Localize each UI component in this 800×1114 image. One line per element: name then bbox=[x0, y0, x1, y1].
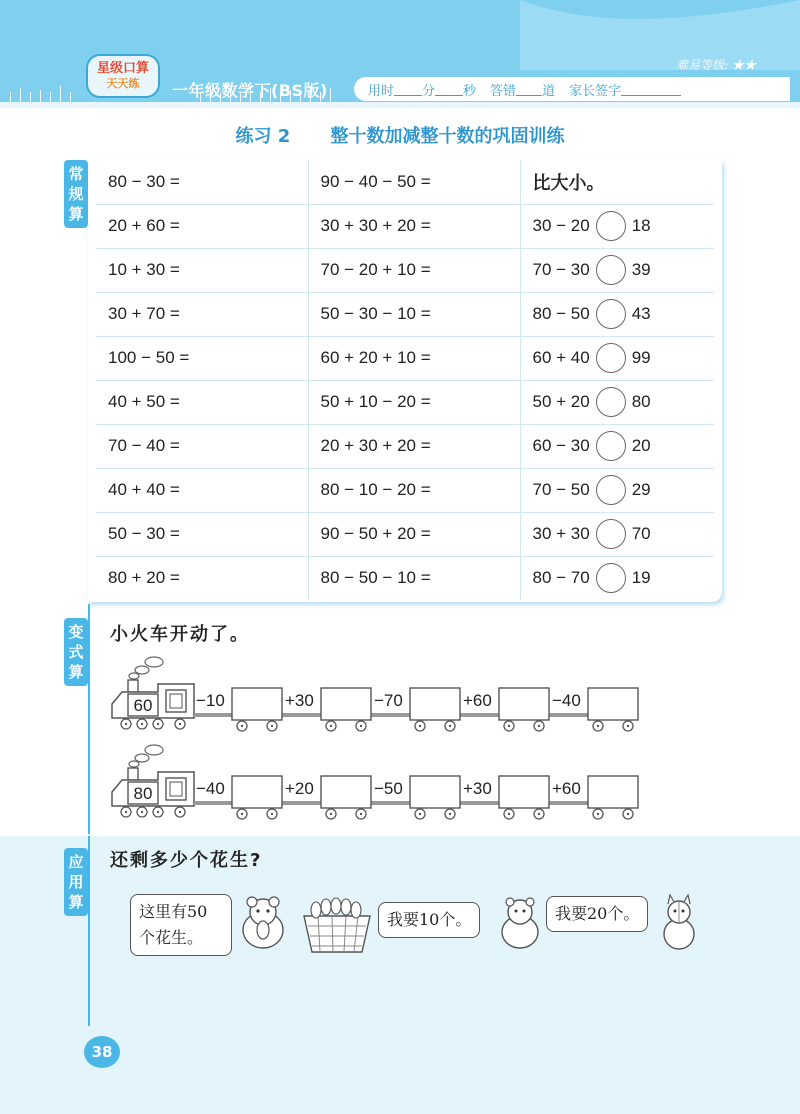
compare-left: 70 − 30 bbox=[532, 260, 590, 279]
compare-cell bbox=[520, 512, 714, 556]
record-wrong-label: 答错 bbox=[490, 83, 517, 99]
wheel-hub bbox=[538, 725, 540, 727]
book-title: 一年级数学下(BS版) bbox=[172, 81, 328, 100]
answer-box[interactable] bbox=[588, 776, 638, 808]
record-minutes-label: 分 bbox=[422, 83, 436, 99]
smoke-puff-icon bbox=[145, 745, 163, 755]
operation-label: +20 bbox=[285, 779, 314, 798]
seconds-blank[interactable] bbox=[435, 83, 463, 96]
section-divider-variant bbox=[88, 604, 90, 834]
compare-cell bbox=[520, 556, 714, 600]
wheel-hub bbox=[419, 813, 421, 815]
logo-line1: 星级口算 bbox=[96, 61, 149, 76]
answer-box[interactable] bbox=[232, 688, 282, 720]
operation-label: −40 bbox=[552, 691, 581, 710]
answer-box[interactable] bbox=[499, 688, 549, 720]
wheel-hub bbox=[419, 725, 421, 727]
record-time-label: 用时 bbox=[368, 83, 395, 99]
compare-cell bbox=[520, 204, 714, 248]
table-row bbox=[96, 292, 714, 336]
speech-bubble-ten bbox=[378, 902, 480, 938]
smoke-puff-icon bbox=[135, 666, 149, 674]
calc-cell[interactable]: 80 − 50 − 10 = bbox=[308, 556, 520, 600]
wheel-hub bbox=[627, 813, 629, 815]
wheel-hub bbox=[241, 813, 243, 815]
compare-cell bbox=[520, 160, 714, 204]
page-number: 38 bbox=[84, 1036, 120, 1068]
calc-cell[interactable]: 70 − 40 = bbox=[96, 424, 308, 468]
compare-cell bbox=[520, 292, 714, 336]
calc-cell[interactable]: 20 + 60 = bbox=[96, 204, 308, 248]
calc-cell[interactable]: 10 + 30 = bbox=[96, 248, 308, 292]
compare-answer-circle[interactable] bbox=[596, 563, 626, 593]
smoke-puff-icon bbox=[145, 657, 163, 667]
calc-cell[interactable]: 40 + 40 = bbox=[96, 468, 308, 512]
wheel-hub bbox=[508, 725, 510, 727]
calc-cell[interactable]: 90 − 50 + 20 = bbox=[308, 512, 520, 556]
calc-cell[interactable]: 80 − 10 − 20 = bbox=[308, 468, 520, 512]
calc-cell[interactable]: 30 + 70 = bbox=[96, 292, 308, 336]
bubble-twenty-text: 我要20个。 bbox=[555, 904, 640, 923]
operation-label: −10 bbox=[196, 691, 225, 710]
wrong-count-blank[interactable] bbox=[516, 83, 542, 96]
train-prompt: 小火车开动了。 bbox=[110, 624, 250, 645]
wheel-hub bbox=[508, 813, 510, 815]
bubble-ten-text: 我要10个。 bbox=[387, 910, 472, 929]
answer-box[interactable] bbox=[410, 688, 460, 720]
answer-box[interactable] bbox=[321, 776, 371, 808]
wheel-hub bbox=[157, 811, 159, 813]
wheel-hub bbox=[141, 723, 143, 725]
calc-cell[interactable]: 80 + 20 = bbox=[96, 556, 308, 600]
compare-answer-circle[interactable] bbox=[596, 299, 626, 329]
section-divider-application bbox=[88, 836, 90, 1026]
compare-right: 18 bbox=[631, 216, 651, 235]
compare-answer-circle[interactable] bbox=[596, 211, 626, 241]
compare-answer-circle[interactable] bbox=[596, 255, 626, 285]
table-row bbox=[96, 512, 714, 556]
compare-answer-circle[interactable] bbox=[596, 475, 626, 505]
calc-cell[interactable]: 70 − 20 + 10 = bbox=[308, 248, 520, 292]
wheel-hub bbox=[330, 813, 332, 815]
start-number: 60 bbox=[133, 696, 153, 715]
operation-label: +60 bbox=[552, 779, 581, 798]
compare-left: 30 + 30 bbox=[532, 524, 590, 543]
calc-cell[interactable]: 60 + 20 + 10 = bbox=[308, 336, 520, 380]
record-questions-label: 道 bbox=[542, 83, 556, 99]
calc-cell[interactable]: 20 + 30 + 20 = bbox=[308, 424, 520, 468]
calc-cell[interactable]: 90 − 40 − 50 = bbox=[308, 160, 520, 204]
table-row bbox=[96, 336, 714, 380]
compare-right: 39 bbox=[631, 260, 651, 279]
answer-box[interactable] bbox=[321, 688, 371, 720]
section-label-application-text: 应用算 bbox=[68, 853, 84, 911]
section-label-regular-text: 常规算 bbox=[68, 165, 84, 223]
compare-right: 70 bbox=[631, 524, 651, 543]
locomotive-window bbox=[170, 782, 182, 796]
compare-left: 80 − 70 bbox=[532, 568, 590, 588]
wheel-hub bbox=[538, 813, 540, 815]
wheel-hub bbox=[157, 723, 159, 725]
compare-cell bbox=[520, 468, 714, 512]
calc-cell[interactable]: 50 − 30 = bbox=[96, 512, 308, 556]
bubble-total-line1: 这里有50 bbox=[139, 902, 208, 921]
calc-cell[interactable]: 80 − 30 = bbox=[96, 160, 308, 204]
compare-answer-circle[interactable] bbox=[596, 431, 626, 461]
exercise-topic: 整十数加减整十数的巩固训练 bbox=[330, 126, 565, 147]
compare-right: 99 bbox=[631, 348, 651, 367]
answer-box[interactable] bbox=[499, 776, 549, 808]
record-seconds-label: 秒 bbox=[463, 83, 477, 99]
compare-right: 43 bbox=[631, 304, 651, 323]
compare-left: 60 − 30 bbox=[532, 436, 590, 455]
peanut-basket-icon bbox=[298, 894, 376, 956]
bubble-total-line2: 个花生。 bbox=[139, 928, 204, 947]
locomotive-window bbox=[170, 694, 182, 708]
smoke-puff-icon bbox=[129, 673, 139, 679]
compare-left: 30 − 20 bbox=[532, 216, 590, 235]
operation-label: −50 bbox=[374, 779, 403, 798]
table-row bbox=[96, 380, 714, 424]
compare-cell bbox=[520, 336, 714, 380]
speech-bubble-twenty bbox=[546, 896, 648, 932]
calc-cell[interactable]: 100 − 50 = bbox=[96, 336, 308, 380]
wheel-hub bbox=[271, 813, 273, 815]
operation-label: +60 bbox=[463, 691, 492, 710]
squirrel-icon bbox=[654, 892, 704, 952]
hamster-holding-peanut-icon bbox=[232, 892, 294, 954]
wheel-hub bbox=[271, 725, 273, 727]
wheel-hub bbox=[597, 813, 599, 815]
wheel-hub bbox=[360, 813, 362, 815]
record-parent-label: 家长签字 bbox=[569, 83, 622, 99]
wheel-hub bbox=[449, 725, 451, 727]
difficulty-rating: 难易等级: ★★ bbox=[676, 58, 756, 72]
calc-cell[interactable]: 50 − 30 − 10 = bbox=[308, 292, 520, 336]
minutes-blank[interactable] bbox=[394, 83, 422, 96]
operation-label: −70 bbox=[374, 691, 403, 710]
table-row bbox=[96, 556, 714, 600]
compare-answer-circle[interactable] bbox=[596, 343, 626, 373]
wheel-hub bbox=[360, 725, 362, 727]
wheel-hub bbox=[125, 723, 127, 725]
page-header bbox=[0, 0, 800, 108]
compare-left: 50 + 20 bbox=[532, 392, 590, 411]
compare-title: 比大小。 bbox=[532, 172, 605, 194]
speech-bubble-total bbox=[130, 894, 232, 956]
series-logo bbox=[86, 54, 160, 98]
compare-right: 19 bbox=[631, 568, 651, 588]
compare-right: 80 bbox=[631, 392, 651, 411]
locomotive-chimney bbox=[128, 680, 138, 692]
compare-left: 80 − 50 bbox=[532, 304, 590, 323]
compare-cell bbox=[520, 248, 714, 292]
section-label-regular bbox=[64, 160, 88, 228]
table-row bbox=[96, 160, 714, 204]
wheel-hub bbox=[627, 725, 629, 727]
section-label-application bbox=[64, 848, 88, 916]
compare-answer-circle[interactable] bbox=[596, 519, 626, 549]
exercise-number: 练习 2 bbox=[235, 126, 291, 147]
operation-label: +30 bbox=[463, 779, 492, 798]
wheel-hub bbox=[141, 811, 143, 813]
compare-answer-circle[interactable] bbox=[596, 387, 626, 417]
wheel-hub bbox=[449, 813, 451, 815]
answer-box[interactable] bbox=[232, 776, 282, 808]
compare-left: 70 − 50 bbox=[532, 480, 590, 499]
compare-right: 20 bbox=[631, 436, 651, 455]
parent-signature-blank[interactable] bbox=[621, 83, 681, 96]
answer-box[interactable] bbox=[410, 776, 460, 808]
operation-label: −40 bbox=[196, 779, 225, 798]
wheel-hub bbox=[179, 723, 181, 725]
answer-box[interactable] bbox=[588, 688, 638, 720]
table-row bbox=[96, 204, 714, 248]
calculation-table bbox=[96, 160, 714, 600]
compare-cell bbox=[520, 424, 714, 468]
wheel-hub bbox=[330, 725, 332, 727]
wheel-hub bbox=[241, 725, 243, 727]
application-prompt: 还剩多少个花生? bbox=[110, 850, 263, 871]
table-row bbox=[96, 424, 714, 468]
operation-label: +30 bbox=[285, 691, 314, 710]
start-number: 80 bbox=[133, 784, 153, 803]
exercise-title bbox=[0, 122, 800, 148]
wheel-hub bbox=[179, 811, 181, 813]
table-row bbox=[96, 468, 714, 512]
application-section bbox=[0, 836, 800, 1114]
smoke-puff-icon bbox=[135, 754, 149, 762]
calc-cell[interactable]: 40 + 50 = bbox=[96, 380, 308, 424]
section-label-variant bbox=[64, 618, 88, 686]
hamster-icon bbox=[492, 892, 548, 952]
section-label-variant-text: 变式算 bbox=[68, 623, 84, 681]
table-row bbox=[96, 248, 714, 292]
calc-cell[interactable]: 50 + 10 − 20 = bbox=[308, 380, 520, 424]
calc-cell[interactable]: 30 + 30 + 20 = bbox=[308, 204, 520, 248]
compare-left: 60 + 40 bbox=[532, 348, 590, 367]
compare-cell bbox=[520, 380, 714, 424]
locomotive-chimney bbox=[128, 768, 138, 780]
smoke-puff-icon bbox=[129, 761, 139, 767]
wheel-hub bbox=[125, 811, 127, 813]
logo-line2: 天天练 bbox=[106, 77, 140, 90]
wheel-hub bbox=[597, 725, 599, 727]
record-bar bbox=[354, 77, 790, 101]
compare-right: 29 bbox=[631, 480, 651, 499]
